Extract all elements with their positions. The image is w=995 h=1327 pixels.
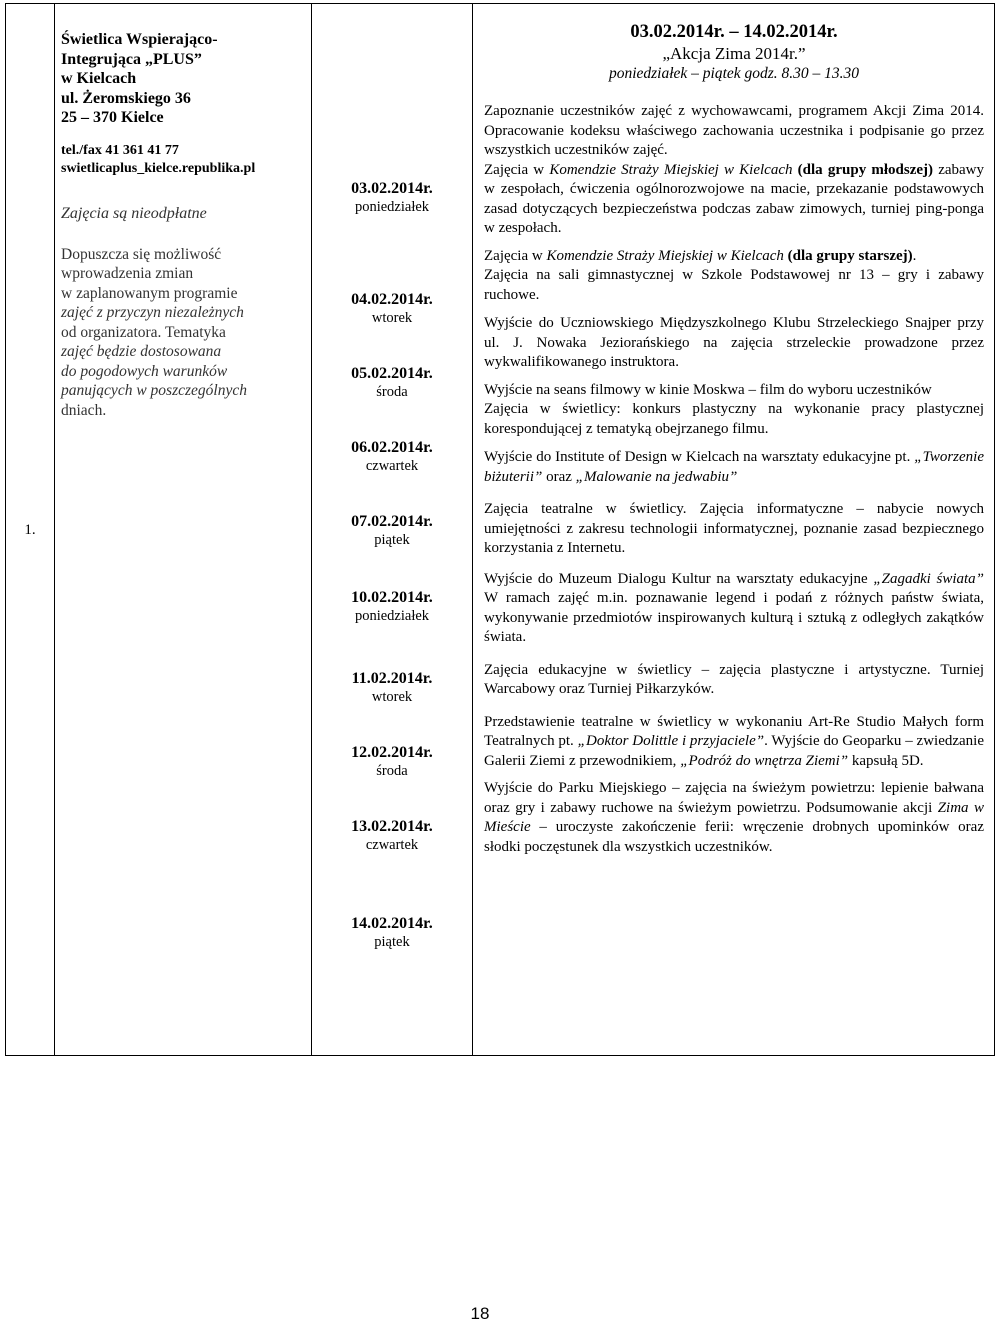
activity-text: Zajęcia w świetlicy: konkurs plastyczny na wykonanie pracy plastycznej korespondującej z tematyką obejrzanego filmu. <box>484 401 984 437</box>
date-entry <box>312 401 472 475</box>
group-label: (dla grupy starszej) <box>783 247 913 264</box>
weekday: czwartek <box>365 458 419 474</box>
activity-day-8 <box>484 648 984 700</box>
activity-text: Zajęcia w Komendzie Straży Miejskiej w Kielcach (dla grupy starszej). <box>484 247 917 264</box>
date-entry <box>312 780 472 854</box>
program-change-note <box>61 245 303 421</box>
group-label: (dla grupy młodszej) <box>792 161 934 178</box>
activity-text: Zajęcia edukacyjne w świetlicy – zajęcia plastyczne i artystyczne. Turniej Warcabowy oraz Turniej Piłkarzyków. <box>484 661 984 697</box>
place-name: Komendzie Straży Miejskiej w Kielcach <box>546 247 784 264</box>
note-line: od organizatora. Tematyka <box>61 323 226 341</box>
weekday: wtorek <box>371 310 413 326</box>
activity-day-5 <box>484 439 984 487</box>
page-number: 18 <box>470 1304 490 1323</box>
activity-text: Zajęcia teatralne w świetlicy. Zajęcia informatyczne – nabycie nowych umiejętności z zakresu technologii informatycznej, poznanie zasad bezpiecznego korzystania z Internetu. <box>484 501 984 556</box>
date: 14.02.2014r. <box>351 915 433 932</box>
row-number: 1. <box>24 522 36 538</box>
place-name: Komendzie Straży Miejskiej w Kielcach <box>549 161 793 178</box>
weekday: czwartek <box>365 837 419 853</box>
activity-text: Wyjście na seans filmowy w kinie Moskwa – film do wyboru uczestników <box>484 381 932 398</box>
note-line: wprowadzenia zmian <box>61 265 194 282</box>
activity-text: Wyjście do Institute of Design w Kielcach na warsztaty edukacyjne pt. „Tworzenie biżuterii” oraz „Malowanie na jedwabiu” <box>484 449 984 485</box>
dates-cell <box>312 4 473 1056</box>
date-entry <box>312 625 472 706</box>
weekday: wtorek <box>371 689 413 705</box>
organizer-cell <box>55 4 312 1056</box>
activity-text: Zapoznanie uczestników zajęć z wychowawcami, programem Akcji Zima 2014. Opracowanie kodeksu właściwego zachowania uczestnika i podpisanie go przez wszystkich uczestników zajęć. <box>484 103 984 158</box>
date-entry <box>312 216 472 327</box>
date-entry <box>312 475 472 549</box>
organizer-website: swietlicaplus_kielce.republika.pl <box>61 160 256 176</box>
organizer-name-line: Integrująca „PLUS” <box>61 50 202 68</box>
date: 04.02.2014r. <box>351 291 433 308</box>
workshop-title: „Tworzenie biżuterii” <box>484 449 984 485</box>
date-entry <box>312 706 472 780</box>
program-period: 03.02.2014r. – 14.02.2014r. <box>630 22 838 42</box>
workshop-title: „Zagadki świata” <box>873 570 985 587</box>
activity-text: Wyjście do Uczniowskiego Międzyszkolnego Klubu Strzeleckiego Snajper przy ul. J. Nowaka Jeziorańskiego na zajęcia strzeleckie prowadzone przez wykwalifikowanego instruktora. <box>484 315 984 370</box>
note-line: Dopuszcza się możliwość <box>61 245 222 263</box>
activity-text: Zajęcia w Komendzie Straży Miejskiej w Kielcach (dla grupy młodszej) zabawy w zespołach, ćwiczenia ogólnorozwojowe na macie, przekazanie podstawowych zasad dotyczących bezpieczeństwa podczas zabaw zimowych, turniej ping-ponga w zespołach. <box>484 161 985 236</box>
date-entry <box>312 4 472 216</box>
activity-text: Wyjście do Parku Miejskiego – zajęcia na świeżym powietrzu: lepienie bałwana oraz gry i zabawy ruchowe na świeżym powietrzu. Podsumowanie akcji Zima w Mieście – uroczyste zakończenie ferii: wręczenie drobnych upominków oraz słodki poczęstunek dla wszystkich uczestników. <box>484 780 984 855</box>
note-line: panujących w poszczególnych <box>61 382 247 399</box>
date: 10.02.2014r. <box>351 589 433 606</box>
activity-day-4 <box>484 373 984 440</box>
organizer-address-line: 25 – 370 Kielce <box>61 109 164 126</box>
program-hours: poniedziałek – piątek godz. 8.30 – 13.30 <box>608 65 860 82</box>
weekday: środa <box>376 763 408 779</box>
date: 06.02.2014r. <box>351 439 433 456</box>
activities-cell <box>473 4 995 1056</box>
date-entry <box>312 327 472 401</box>
activity-day-7 <box>484 559 984 648</box>
note-line: w zaplanowanym programie <box>61 284 238 302</box>
row-number-cell <box>6 4 55 1056</box>
activity-text: Zajęcia na sali gimnastycznej w Szkole Podstawowej nr 13 – gry i zabawy ruchowe. <box>484 267 984 303</box>
program-header <box>484 4 984 84</box>
weekday: piątek <box>374 934 410 950</box>
date-entry <box>312 549 472 625</box>
activity-day-10 <box>484 771 984 857</box>
organizer-phone: tel./fax 41 361 41 77 <box>61 142 179 158</box>
schedule-table <box>5 3 995 1056</box>
campaign-title: Zima w Mieście <box>484 799 984 835</box>
workshop-title: „Malowanie na jedwabiu” <box>575 468 738 485</box>
organizer-contact <box>61 142 303 178</box>
activity-text: Przedstawienie teatralne w świetlicy w wykonaniu Art-Re Studio Małych form Teatralnych pt. „Doktor Dolittle i przyjaciele”. Wyjście do Geoparku – zwiedzanie Galerii Ziemi z przewodnikiem, „Podróż do wnętrza Ziemi” kapsułą 5D. <box>484 713 985 769</box>
date: 03.02.2014r. <box>351 180 433 197</box>
organizer-name-line: Świetlica Wspierająco- <box>61 31 218 48</box>
weekday: piątek <box>374 532 410 548</box>
activity-day-3 <box>484 305 984 373</box>
performance-title: „Doktor Dolittle i przyjaciele” <box>577 733 765 749</box>
date-entry <box>312 854 472 951</box>
activity-day-9 <box>484 700 984 772</box>
film-title: „Podróż do wnętrza Ziemi” <box>680 752 849 769</box>
note-line: zajęć z przyczyn niezależnych <box>61 304 244 321</box>
activity-day-2 <box>484 239 984 306</box>
date: 12.02.2014r. <box>351 744 433 761</box>
activity-day-6 <box>484 487 984 559</box>
program-title: „Akcja Zima 2014r.” <box>662 44 806 63</box>
activity-day-1 <box>484 84 984 239</box>
weekday: poniedziałek <box>354 608 430 624</box>
date: 11.02.2014r. <box>351 670 433 687</box>
weekday: środa <box>376 384 408 400</box>
note-line: zajęć będzie dostosowana <box>61 343 222 360</box>
note-line: dniach. <box>61 401 107 419</box>
organizer-address-line: ul. Żeromskiego 36 <box>61 89 191 107</box>
free-of-charge-note: Zajęcia są nieodpłatne <box>61 204 207 222</box>
activity-text: Wyjście do Muzeum Dialogu Kultur na warsztaty edukacyjne „Zagadki świata” W ramach zajęć m.in. poznawanie legend i podań z różnych państw świata, wykonywanie przedmiotów inspirowanych kulturą i sztuką z odległych zakątków świata. <box>484 570 985 645</box>
date: 07.02.2014r. <box>351 513 433 530</box>
organizer-name <box>61 30 303 128</box>
date: 13.02.2014r. <box>351 818 433 835</box>
date: 05.02.2014r. <box>351 365 433 382</box>
weekday: poniedziałek <box>354 199 430 215</box>
organizer-name-line: w Kielcach <box>61 70 137 87</box>
note-line: do pogodowych warunków <box>61 362 228 380</box>
